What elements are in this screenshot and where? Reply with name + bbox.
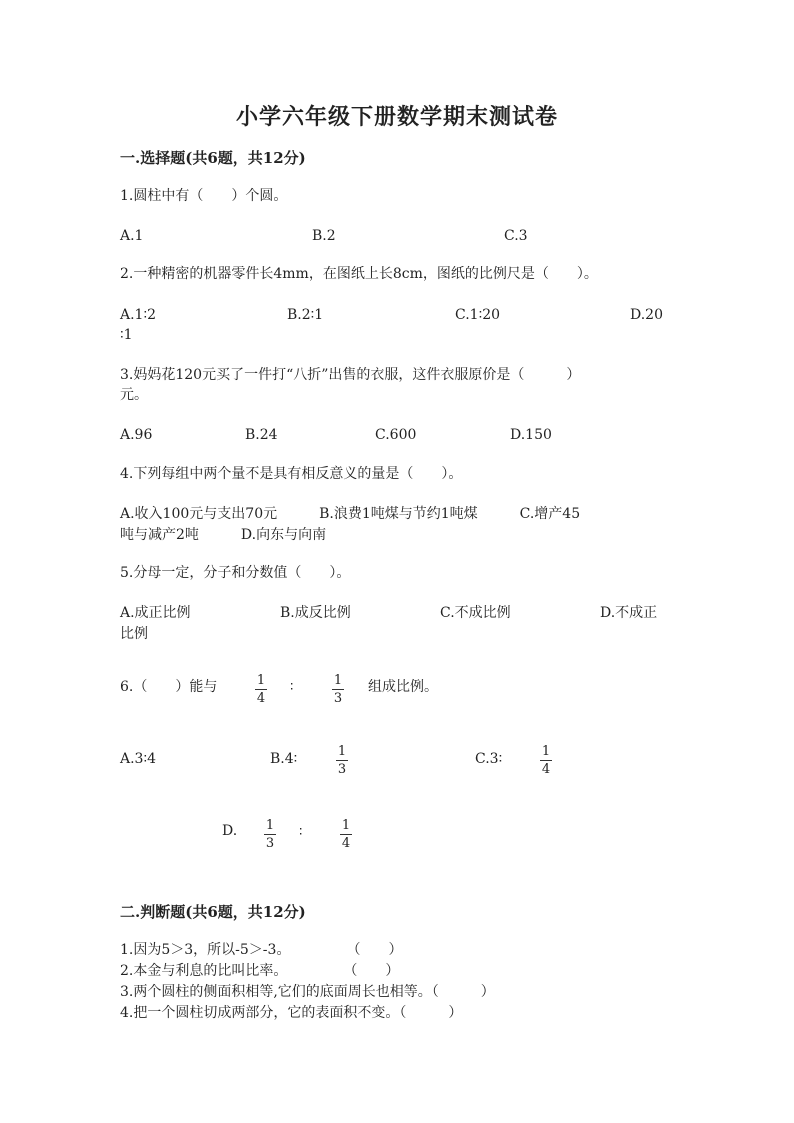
q6-option-c-prefix: C.3∶ — [475, 751, 503, 767]
q6-option-d-prefix: D. — [222, 823, 238, 839]
fraction-numerator: 1 — [337, 744, 347, 759]
section-heading-choice: 一.选择题(共6题，共12分) — [120, 149, 306, 167]
q5-option-d: D.不成正 — [600, 605, 658, 621]
page-title: 小学六年级下册数学期末测试卷 — [235, 104, 558, 130]
question-3-stem: 3.妈妈花120元买了一件打“八折”出售的衣服，这件衣服原价是（ ） — [120, 367, 581, 383]
true-false-item-2: 2.本金与利息的比叫比率。 （ ） — [120, 963, 400, 979]
q6-option-d-fraction-1 — [264, 818, 276, 851]
q1-option-a: A.1 — [120, 228, 144, 244]
question-4-stem: 4.下列每组中两个量不是具有相反意义的量是（ ）。 — [120, 466, 463, 482]
q5-option-b: B.成反比例 — [280, 605, 351, 621]
q3-option-c: C.600 — [375, 427, 417, 443]
q3-option-a: A.96 — [120, 427, 153, 443]
fraction-numerator: 1 — [256, 673, 266, 688]
question-2-stem: 2.一种精密的机器零件长4mm，在图纸上长8cm，图纸的比例尺是（ ）。 — [120, 266, 598, 282]
question-6-stem-suffix: 组成比例。 — [368, 679, 438, 695]
q2-option-d: D.20 — [630, 307, 663, 323]
fraction-bar — [255, 689, 267, 690]
fraction-denominator: 4 — [256, 691, 266, 706]
q6-ratio-colon: ∶ — [290, 680, 294, 695]
fraction-numerator: 1 — [333, 673, 343, 688]
true-false-item-1: 1.因为5＞3，所以-5＞-3。 （ ） — [120, 942, 403, 958]
q3-option-d: D.150 — [510, 427, 552, 443]
fraction-bar — [332, 689, 344, 690]
q4-options-line-2: 吨与减产2吨 D.向东与向南 — [120, 527, 327, 543]
q2-option-d-continued: ∶1 — [120, 327, 133, 343]
section-heading-true-false: 二.判断题(共6题，共12分) — [120, 903, 306, 921]
fraction-denominator: 3 — [337, 762, 347, 777]
fraction-denominator: 3 — [333, 691, 343, 706]
question-5-stem: 5.分母一定，分子和分数值（ ）。 — [120, 565, 351, 581]
question-6-stem-prefix: 6.（ ）能与 — [120, 679, 218, 695]
q6-option-b-fraction — [336, 744, 348, 777]
q2-option-b: B.2∶1 — [287, 307, 324, 323]
q6-option-d-fraction-2 — [340, 818, 352, 851]
q6-option-a: A.3∶4 — [120, 751, 157, 767]
fraction-bar — [264, 834, 276, 835]
q6-option-c-fraction — [540, 744, 552, 777]
q6-fraction-1 — [255, 673, 267, 706]
fraction-bar — [340, 834, 352, 835]
q6-option-d-colon: ∶ — [299, 825, 303, 840]
q6-fraction-2 — [332, 673, 344, 706]
fraction-denominator: 3 — [265, 836, 275, 851]
true-false-item-3: 3.两个圆柱的侧面积相等,它们的底面周长也相等。（ ） — [120, 984, 495, 1000]
true-false-item-4: 4.把一个圆柱切成两部分，它的表面积不变。（ ） — [120, 1005, 463, 1021]
q4-options-line-1: A.收入100元与支出70元 B.浪费1吨煤与节约1吨煤 C.增产45 — [120, 506, 581, 522]
q3-option-b: B.24 — [245, 427, 278, 443]
q1-option-b: B.2 — [312, 228, 336, 244]
q2-option-a: A.1∶2 — [120, 307, 157, 323]
fraction-numerator: 1 — [341, 818, 351, 833]
fraction-denominator: 4 — [541, 762, 551, 777]
fraction-bar — [540, 760, 552, 761]
q5-option-d-continued: 比例 — [120, 626, 148, 642]
q5-option-c: C.不成比例 — [440, 605, 511, 621]
question-1-stem: 1.圆柱中有（ ）个圆。 — [120, 188, 288, 204]
fraction-numerator: 1 — [541, 744, 551, 759]
fraction-bar — [336, 760, 348, 761]
question-3-stem-continued: 元。 — [120, 387, 148, 403]
q6-option-b-prefix: B.4∶ — [270, 751, 298, 767]
q1-option-c: C.3 — [504, 228, 528, 244]
fraction-numerator: 1 — [265, 818, 275, 833]
q2-option-c: C.1∶20 — [455, 307, 501, 323]
q5-option-a: A.成正比例 — [120, 605, 191, 621]
fraction-denominator: 4 — [341, 836, 351, 851]
